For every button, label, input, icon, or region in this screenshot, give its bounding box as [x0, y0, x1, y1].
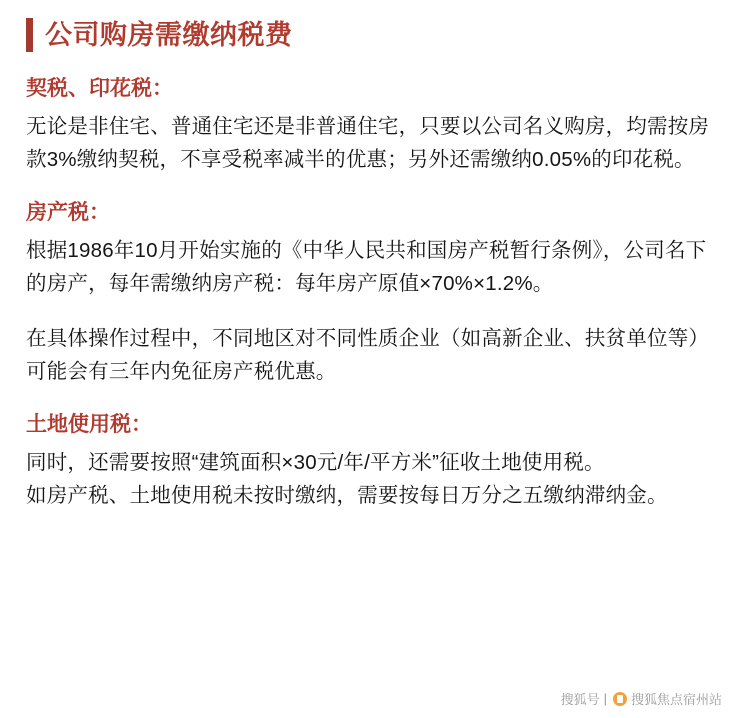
section-property-tax [26, 198, 714, 388]
section-heading: 房产税： [26, 201, 110, 224]
footer-platform: 搜狐号 [560, 692, 600, 707]
section-paragraph: 根据1986年10月开始实施的《中华人民共和国房产税暂行条例》，公司名下的房产，每年需缴纳房产税：每年房产原值×70%×1.2%。 [26, 239, 707, 295]
page-title [26, 18, 714, 52]
footer-separator: | [603, 691, 607, 706]
section-land-use-tax [26, 410, 714, 512]
section-paragraph: 如房产税、土地使用税未按时缴纳，需要按每日万分之五缴纳滞纳金。 [26, 484, 668, 507]
section-heading: 契税、印花税： [26, 77, 173, 100]
section-paragraph: 无论是非住宅、普通住宅还是非普通住宅，只要以公司名义购房，均需按房款3%缴纳契税，不享受税率减半的优惠；另外还需缴纳0.05%的印花税。 [26, 115, 710, 171]
sohu-logo-icon [613, 692, 627, 706]
section-paragraph: 同时，还需要按照“建筑面积×30元/年/平方米”征收土地使用税。 [26, 451, 605, 474]
title-accent-bar [26, 18, 33, 52]
footer-account: 搜狐焦点宿州站 [630, 692, 722, 707]
section-deed-stamp-tax [26, 74, 714, 176]
page-title-text: 公司购房需缴纳税费 [45, 20, 293, 50]
section-paragraph: 在具体操作过程中，不同地区对不同性质企业（如高新企业、扶贫单位等）可能会有三年内免征房产税优惠。 [26, 327, 710, 383]
section-heading: 土地使用税： [26, 413, 152, 436]
footer-attribution [561, 689, 722, 708]
